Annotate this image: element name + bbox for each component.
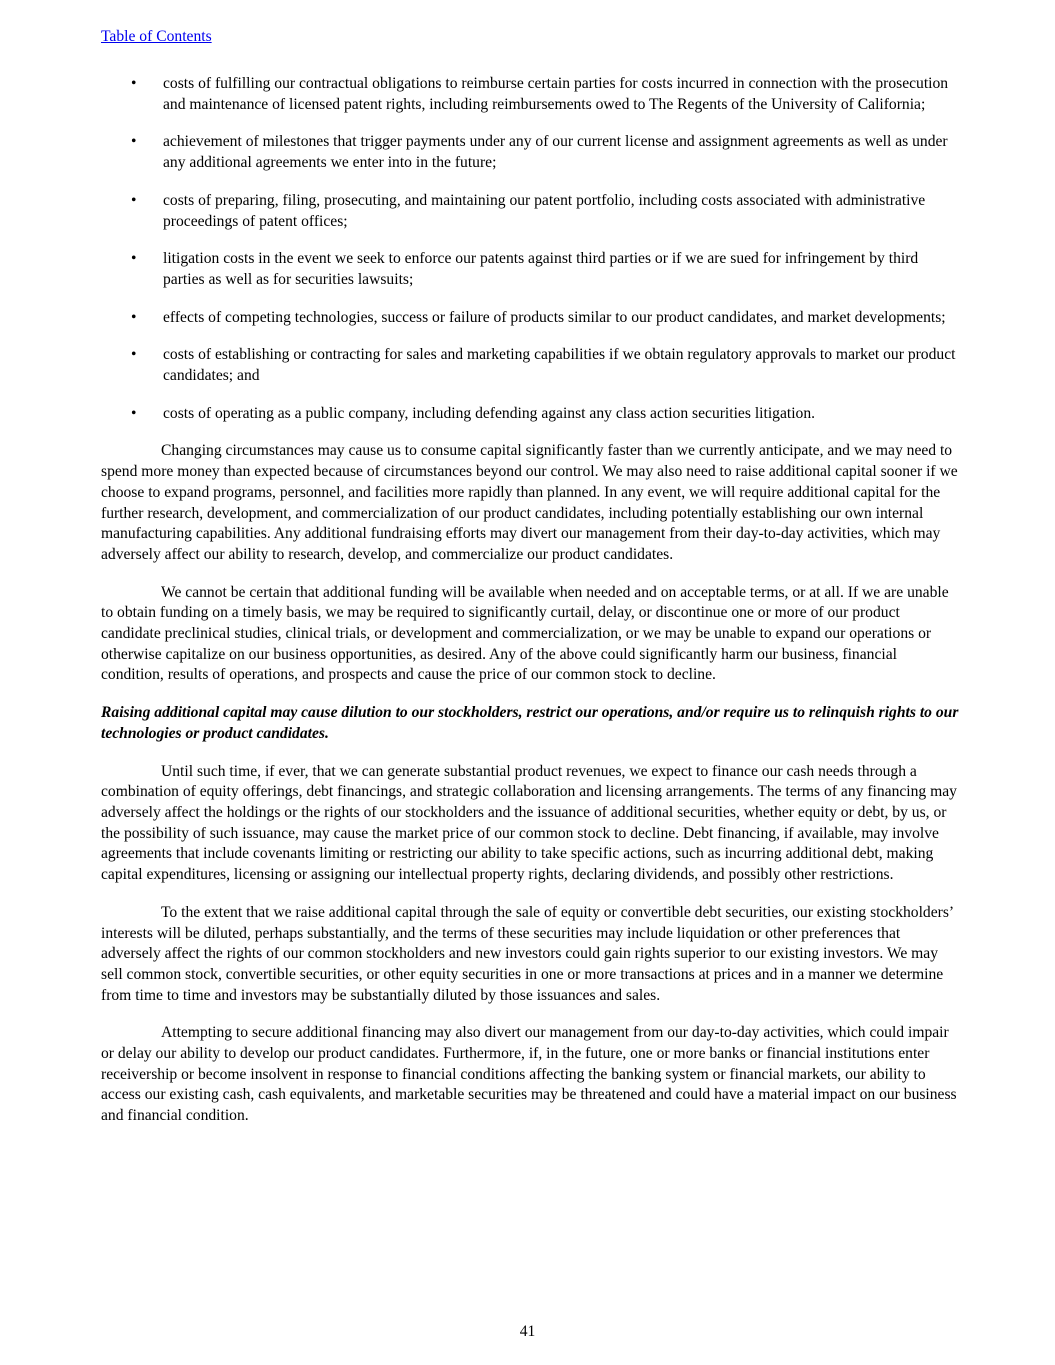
paragraph: We cannot be certain that additional funding will be available when needed and on acceptable terms, or at all. If we are unable to obtain funding on a timely basis, we may be required to significantly curtail, delay, or discontinue one or more of our product candidate preclinical studies, clinical trials, or development and commercialization, or we may be unable to expand our operations or otherwise capitalize on our business opportunities, as desired. Any of the above could significantly harm our business, financial condition, results of operations, and prospects and cause the price of our common stock to decline. xyxy=(101,583,949,684)
section-heading: Raising additional capital may cause dilution to our stockholders, restrict our operations, and/or require us to relinquish rights to our technologies or product candidates. xyxy=(101,704,959,742)
bullet-item: • costs of preparing, filing, prosecuting, and maintaining our patent portfolio, including costs associated with administrative proceedings of patent offices; xyxy=(131,191,926,230)
bullet-item: • litigation costs in the event we seek to enforce our patents against third parties or if we are sued for infringement by third parties as well as for securities lawsuits; xyxy=(131,250,919,288)
bullet-icon: • xyxy=(131,75,137,92)
paragraph: To the extent that we raise additional capital through the sale of equity or convertible debt securities, our existing stockholders’ interests will be diluted, perhaps substantially, and the terms of these securities may include liquidation or other preferences that adversely affect the rights of our common stockholders and new investors could gain rights superior to our existing investors. We may sell common stock, convertible securities, or other equity securities in one or more transactions at prices and in a manner we determine from time to time and investors may be substantially diluted by those issuances and sales. xyxy=(101,903,953,1004)
paragraph: Changing circumstances may cause us to consume capital significantly faster than we currently anticipate, and we may need to spend more money than expected because of circumstances beyond our control. We may also need to raise additional capital sooner if we choose to expand programs, personnel, and facilities more rapidly than planned. In any event, we will require additional capital for the further research, development, and commercialization of our product candidates, including potentially establishing our own internal manufacturing capabilities. Any additional fundraising efforts may divert our management from their day-to-day activities, which may adversely affect our ability to research, develop, and commercialize our product candidates. xyxy=(101,442,958,563)
bullet-icon: • xyxy=(131,191,137,209)
bullet-item: • effects of competing technologies, success or failure of products similar to our product candidates, and market developments; xyxy=(101,308,961,329)
bullet-icon: • xyxy=(131,308,137,326)
bullet-icon: • xyxy=(131,250,137,268)
table-of-contents-link[interactable]: Table of Contents xyxy=(101,28,212,45)
bullet-item: • costs of fulfilling our contractual obligations to reimburse certain parties for costs incurred in connection with the prosecution and maintenance of licensed patent rights, including reimbursements owed to The Regents of the University of California; xyxy=(131,75,949,113)
bullet-icon: • xyxy=(131,346,137,364)
bullet-icon: • xyxy=(131,133,137,151)
paragraph: Attempting to secure additional financing may also divert our management from our day-to-day activities, which could impair or delay our ability to develop our product candidates. Furthermore, if, in the future, one or more banks or financial institutions enter receivership or become insolvent in response to financial conditions affecting the banking system or financial markets, our ability to access our existing cash, cash equivalents, and marketable securities may be threatened and could have a material impact on our business and financial condition. xyxy=(101,1024,957,1125)
bullet-item: • achievement of milestones that trigger payments under any of our current license and assignment agreements as well as under any additional agreements we enter into in the future; xyxy=(131,133,948,172)
paragraph: Until such time, if ever, that we can generate substantial product revenues, we expect to finance our cash needs through a combination of equity offerings, debt financings, and strategic collaboration and licensing arrangements. The terms of any financing may adversely affect the holdings or the rights of our stockholders and the issuance of additional securities, whether equity or debt, by us, or the possibility of such issuance, may cause the market price of our common stock to decline. Debt financing, if available, may involve agreements that include covenants limiting or restricting our ability to take specific actions, such as incurring additional debt, making capital expenditures, licensing or assigning our intellectual property rights, declaring dividends, and possibly other restrictions. xyxy=(101,762,957,884)
bullet-item: • costs of establishing or contracting for sales and marketing capabilities if we obtain regulatory approvals to market our product candidates; and xyxy=(131,346,956,385)
bullet-item: • costs of operating as a public company, including defending against any class action securities litigation. xyxy=(101,404,961,425)
page-number: 41 xyxy=(519,1323,536,1340)
document-body xyxy=(101,74,961,1144)
bullet-icon: • xyxy=(131,404,137,422)
